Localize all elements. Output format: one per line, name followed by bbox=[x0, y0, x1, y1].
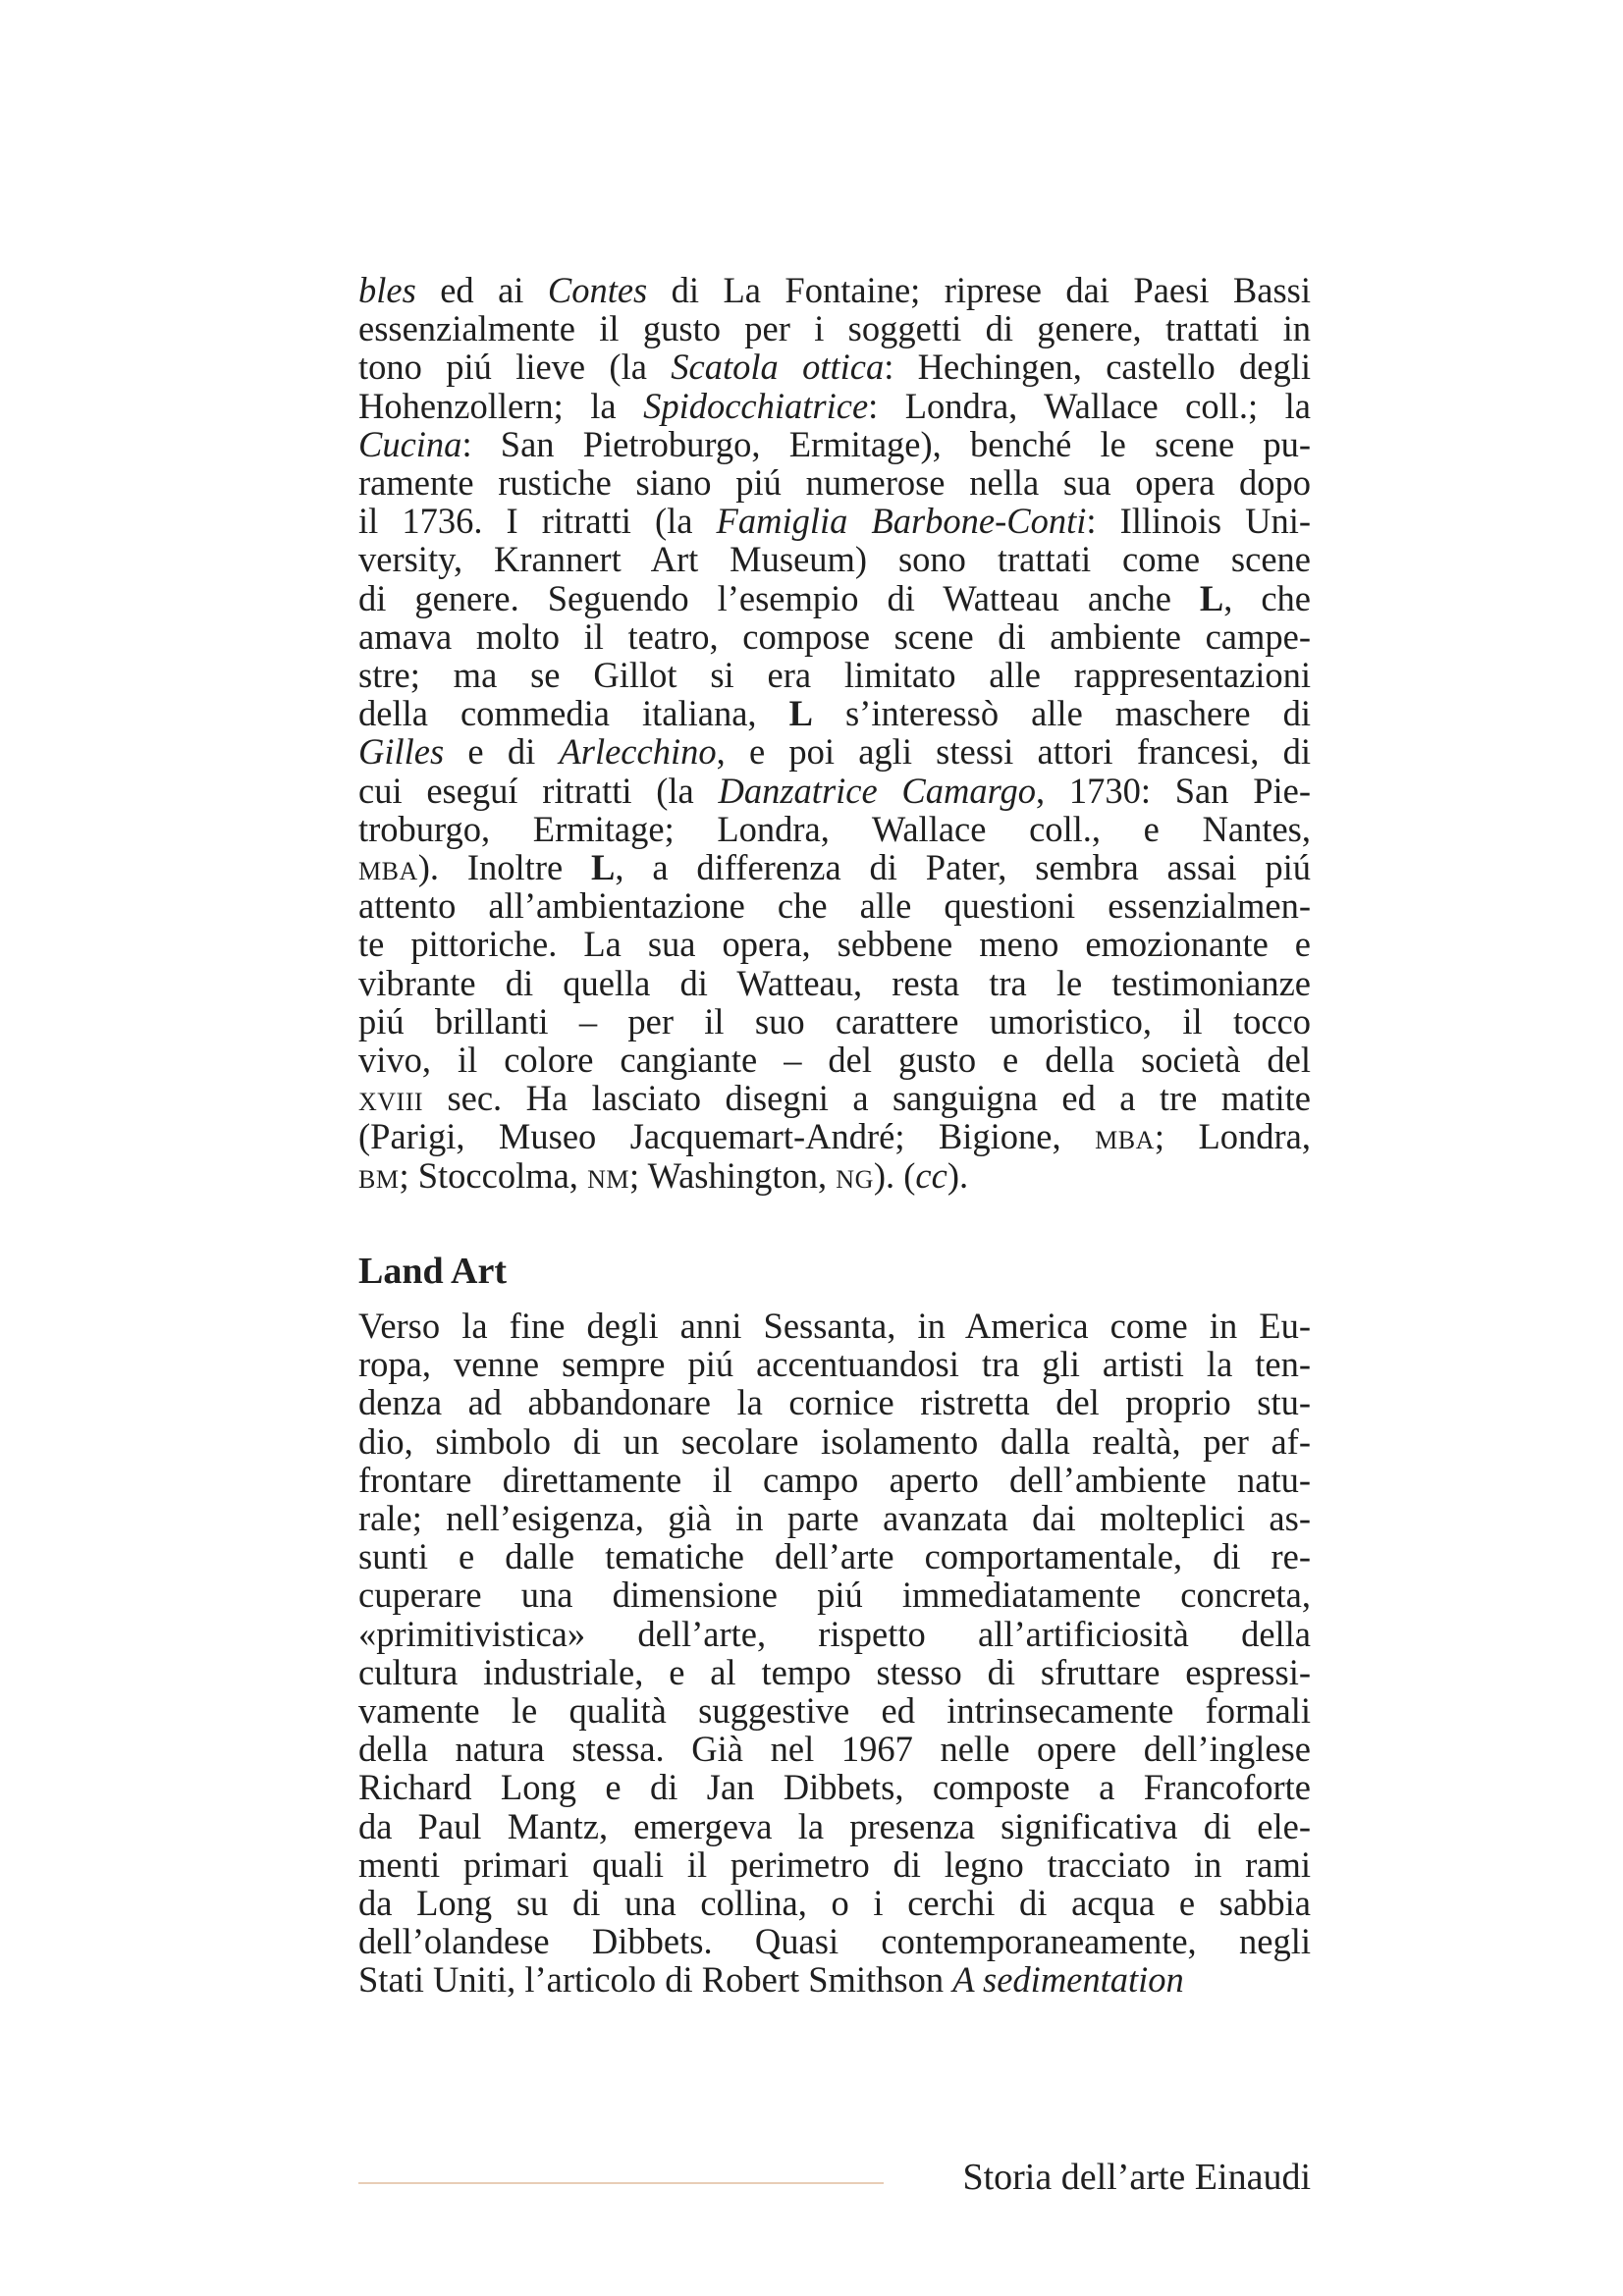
bold-text: L bbox=[788, 693, 813, 734]
text-run: Stati Uniti, l’articolo di Robert Smithson bbox=[358, 1959, 953, 2001]
italic-text: Spidocchiatrice bbox=[643, 385, 869, 426]
small-caps-abbrev: bm bbox=[358, 1154, 400, 1196]
text-run: Richard Long e di Jan Dibbets, composte a Francoforte bbox=[358, 1767, 1311, 1808]
bold-text: L bbox=[591, 847, 616, 888]
text-line bbox=[358, 1922, 1311, 1960]
text-run: vamente le qualità suggestive ed intrinsecamente formali bbox=[358, 1690, 1311, 1732]
footer-title: Storia dell’arte Einaudi bbox=[962, 2157, 1311, 2198]
text-run: ; Washington, bbox=[628, 1154, 837, 1196]
text-run: Verso la fine degli anni Sessanta, in America come in Eu- bbox=[358, 1306, 1311, 1346]
text-run: denza ad abbandonare la cornice ristretta del proprio stu- bbox=[358, 1382, 1311, 1423]
text-run: : Londra, Wallace coll.; la bbox=[868, 385, 1311, 426]
text-line bbox=[358, 1615, 1311, 1653]
text-run: , che bbox=[1223, 577, 1311, 618]
text-run: , a differenza di Pater, sembra assai piú bbox=[615, 847, 1311, 888]
text-line bbox=[358, 1002, 1311, 1041]
text-run: troburgo, Ermitage; Londra, Wallace coll., e Nantes, bbox=[358, 808, 1311, 849]
text-run: (Parigi, Museo Jacquemart-André; Bigione, bbox=[358, 1116, 1096, 1157]
text-run: versity, Krannert Art Museum) sono trattati come scene bbox=[358, 539, 1311, 580]
text-line bbox=[358, 1156, 1311, 1195]
text-run: della natura stessa. Già nel 1967 nelle opere dell’inglese bbox=[358, 1729, 1311, 1770]
text-line bbox=[358, 732, 1311, 771]
text-run: Hohenzollern; la bbox=[358, 385, 644, 426]
text-line bbox=[358, 1345, 1311, 1383]
text-line bbox=[358, 1768, 1311, 1806]
text-line bbox=[358, 1730, 1311, 1768]
text-run: di genere. Seguendo l’esempio di Watteau anche bbox=[358, 577, 1200, 618]
text-line bbox=[358, 1383, 1311, 1421]
text-run: ). ( bbox=[873, 1154, 916, 1196]
text-line bbox=[358, 848, 1311, 886]
italic-text: bles bbox=[358, 270, 416, 310]
italic-text: Contes bbox=[547, 270, 648, 310]
text-line bbox=[358, 309, 1311, 347]
text-run: te pittoriche. La sua opera, sebbene meno emozionante e bbox=[358, 924, 1311, 965]
text-run: della commedia italiana, bbox=[358, 693, 789, 734]
text-line bbox=[358, 1307, 1311, 1345]
text-line bbox=[358, 1807, 1311, 1845]
text-run: dio, simbolo di un secolare isolamento dalla realtà, per af- bbox=[358, 1420, 1311, 1462]
text-line bbox=[358, 1041, 1311, 1079]
text-line bbox=[358, 925, 1311, 963]
italic-text: cc bbox=[915, 1154, 947, 1196]
text-line bbox=[358, 463, 1311, 502]
text-line bbox=[358, 1884, 1311, 1922]
text-run: il 1736. I ritratti (la bbox=[358, 501, 717, 542]
entry-heading-land-art: Land Art bbox=[358, 1251, 507, 1292]
text-run: ramente rustiche siano piú numerose nella sua opera dopo bbox=[358, 462, 1311, 504]
text-run: : Hechingen, castello degli bbox=[884, 347, 1312, 388]
text-run: ). bbox=[947, 1154, 969, 1196]
text-run: menti primari quali il perimetro di legno tracciato in rami bbox=[358, 1843, 1311, 1885]
text-run: «primitivistica» dell’arte, rispetto all’artificiosità della bbox=[358, 1613, 1311, 1654]
text-line bbox=[358, 1079, 1311, 1117]
text-run: da Paul Mantz, emergeva la presenza significativa di ele- bbox=[358, 1805, 1311, 1846]
small-caps-abbrev: ng bbox=[836, 1154, 874, 1196]
text-line bbox=[358, 387, 1311, 425]
small-caps-abbrev: mba bbox=[1095, 1116, 1155, 1157]
italic-text: Gilles bbox=[358, 731, 445, 773]
text-run: , e poi agli stessi attori francesi, di bbox=[716, 731, 1312, 773]
text-line bbox=[358, 1960, 1311, 1999]
italic-text: Arlecchino bbox=[559, 731, 717, 773]
text-run: vivo, il colore cangiante – del gusto e della società del bbox=[358, 1040, 1311, 1081]
text-line bbox=[358, 1422, 1311, 1461]
text-run: ropa, venne sempre piú accentuandosi tra gli artisti la ten- bbox=[358, 1344, 1311, 1385]
text-run: , 1730: San Pie- bbox=[1035, 770, 1311, 811]
bold-text: L bbox=[1199, 577, 1224, 618]
text-run: piú brillanti – per il suo carattere umoristico, il tocco bbox=[358, 1000, 1311, 1041]
entry-continuation-paragraph bbox=[358, 271, 1311, 1195]
text-run: tono piú lieve (la bbox=[358, 347, 672, 388]
text-run: cui eseguí ritratti (la bbox=[358, 770, 719, 811]
text-line bbox=[358, 1845, 1311, 1884]
text-run: e di bbox=[444, 731, 560, 773]
text-line bbox=[358, 1117, 1311, 1155]
italic-text: Danzatrice Camargo bbox=[718, 770, 1036, 811]
text-run: da Long su di una collina, o i cerchi di acqua e sabbia bbox=[358, 1883, 1311, 1924]
text-line bbox=[358, 694, 1311, 732]
text-line bbox=[358, 1461, 1311, 1499]
text-run: s’interessò alle maschere di bbox=[812, 693, 1312, 734]
text-run: amava molto il teatro, compose scene di ambiente campe- bbox=[358, 615, 1311, 657]
text-run: ). Inoltre bbox=[417, 847, 592, 888]
italic-text: Scatola ottica bbox=[671, 347, 885, 388]
text-line bbox=[358, 886, 1311, 925]
text-line bbox=[358, 540, 1311, 578]
text-run: essenzialmente il gusto per i soggetti di genere, trattati in bbox=[358, 308, 1311, 349]
text-run: : Illinois Uni- bbox=[1086, 501, 1311, 542]
text-line bbox=[358, 579, 1311, 617]
text-line bbox=[358, 772, 1311, 810]
italic-text: A sedimentation bbox=[952, 1959, 1184, 2001]
text-run: ed ai bbox=[415, 270, 548, 310]
small-caps-abbrev: mba bbox=[358, 847, 418, 888]
text-run: cuperare una dimensione piú immediatamente concreta, bbox=[358, 1575, 1311, 1616]
text-line bbox=[358, 964, 1311, 1002]
italic-text: Famiglia Barbone-Conti bbox=[716, 501, 1087, 542]
text-line bbox=[358, 1653, 1311, 1691]
text-run: cultura industriale, e al tempo stesso di sfruttare espressi- bbox=[358, 1651, 1311, 1692]
text-run: ; Stoccolma, bbox=[399, 1154, 588, 1196]
text-line bbox=[358, 1499, 1311, 1537]
land-art-paragraph bbox=[358, 1307, 1311, 2000]
text-line bbox=[358, 656, 1311, 694]
small-caps-abbrev: xviii bbox=[358, 1078, 424, 1119]
text-run: rale; nell’esigenza, già in parte avanzata dai molteplici as- bbox=[358, 1498, 1311, 1539]
text-line bbox=[358, 1691, 1311, 1730]
text-run: sec. Ha lasciato disegni a sanguigna ed a tre matite bbox=[423, 1078, 1311, 1119]
italic-text: Cucina bbox=[358, 423, 462, 464]
small-caps-abbrev: nm bbox=[587, 1154, 629, 1196]
text-run: ; Londra, bbox=[1154, 1116, 1311, 1157]
text-run: attento all’ambientazione che alle questioni essenzialmen- bbox=[358, 885, 1311, 927]
text-line bbox=[358, 810, 1311, 848]
text-line bbox=[358, 617, 1311, 656]
text-run: dell’olandese Dibbets. Quasi contemporaneamente, negli bbox=[358, 1921, 1311, 1962]
text-run: sunti e dalle tematiche dell’arte comportamentale, di re- bbox=[358, 1536, 1311, 1577]
text-line bbox=[358, 347, 1311, 386]
text-line bbox=[358, 1537, 1311, 1575]
text-line bbox=[358, 1575, 1311, 1614]
text-line bbox=[358, 271, 1311, 309]
text-run: frontare direttamente il campo aperto dell’ambiente natu- bbox=[358, 1459, 1311, 1500]
text-run: : San Pietroburgo, Ermitage), benché le scene pu- bbox=[461, 423, 1311, 464]
text-run: vibrante di quella di Watteau, resta tra le testimonianze bbox=[358, 962, 1311, 1003]
text-run: stre; ma se Gillot si era limitato alle rappresentazioni bbox=[358, 655, 1311, 696]
text-line bbox=[358, 425, 1311, 463]
text-line bbox=[358, 502, 1311, 540]
text-run: di La Fontaine; riprese dai Paesi Bassi bbox=[647, 270, 1311, 310]
footer-rule bbox=[358, 2182, 884, 2184]
